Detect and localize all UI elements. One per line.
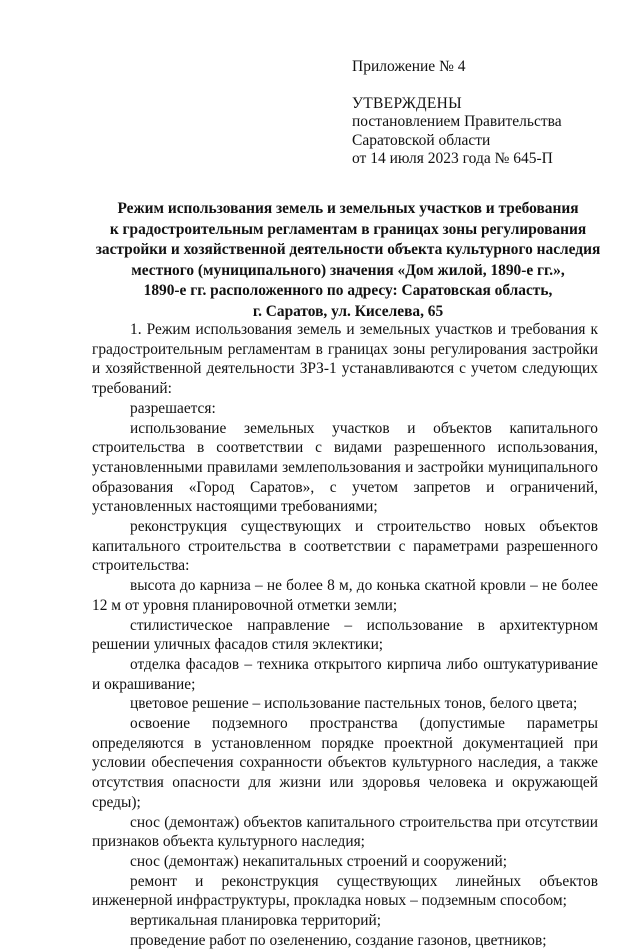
paragraph-8: цветовое решение – использование пастельных тонов, белого цвета;: [130, 695, 578, 713]
title-line-2: к градостроительным регламентам в границах зоны регулирования: [109, 220, 587, 238]
title-line-4: местного (муниципального) значения «Дом жилой, 1890-е гг.»,: [131, 261, 565, 279]
title-line-3: застройки и хозяйственной деятельности объекта культурного наследия: [95, 241, 601, 259]
approval-line-1: постановлением Правительства: [352, 113, 562, 130]
paragraph-11: снос (демонтаж) некапитальных строений и сооружений;: [130, 852, 507, 870]
appendix-number: Приложение № 4: [352, 58, 466, 75]
approval-line-3: от 14 июля 2023 года № 645-П: [352, 150, 553, 167]
paragraph-12: ремонт и реконструкция существующих линейных объектов инженерной инфраструктуры, прокладка новых – подземным способом;: [92, 872, 598, 910]
title-line-5: 1890-е гг. расположенного по адресу: Саратовская область,: [143, 282, 553, 300]
paragraph-9: освоение подземного пространства (допустимые параметры определяются в установленном порядке проектной документацией при условии обеспечения сохранности объектов культурного наследия, а также отсутствия опасности для жизни или здоровья человека и окружающей среды);: [92, 715, 598, 811]
paragraph-5: высота до карниза – не более 8 м, до конька скатной кровли – не более 12 м от уровня планировочной отметки земли;: [92, 577, 598, 614]
paragraph-10: снос (демонтаж) объектов капитального строительства при отсутствии признаков объекта культурного наследия;: [92, 813, 598, 851]
title-line-1: Режим использования земель и земельных участков и требования: [117, 200, 579, 217]
paragraph-13: вертикальная планировка территорий;: [130, 912, 382, 930]
paragraph-1: 1. Режим использования земель и земельных участков и требования к градостроительным регламентам в границах зоны регулирования застройки и хозяйственной деятельности ЗРЗ-1 устанавливаются с учетом следующих требований:: [92, 321, 598, 398]
paragraph-7: отделка фасадов – техника открытого кирпича либо оштукатуривание и окрашивание;: [92, 655, 598, 693]
title-line-6: г. Саратов, ул. Киселева, 65: [252, 302, 444, 320]
approval-block: [352, 58, 622, 169]
document-body: [92, 320, 598, 951]
paragraph-14: проведение работ по озеленению, создание газонов, цветников;: [130, 931, 547, 949]
paragraph-3: использование земельных участков и объектов капитального строительства в соответствии с видами разрешенного использования, установленными правилами землепользования и застройки муниципального образования «Город Саратов», с учетом запретов и ограничений, установленных настоящими требованиями;: [92, 419, 598, 516]
document-title: [88, 199, 608, 323]
paragraph-6: стилистическое направление – использование в архитектурном решении уличных фасадов стиля эклектики;: [92, 616, 598, 654]
paragraph-4: реконструкция существующих и строительство новых объектов капитального строительства в соответствии с параметрами разрешенного строительства:: [92, 518, 598, 575]
approved-heading: УТВЕРЖДЕНЫ: [352, 94, 462, 112]
paragraph-2: разрешается:: [130, 399, 216, 417]
approval-line-2: Саратовской области: [352, 131, 491, 149]
